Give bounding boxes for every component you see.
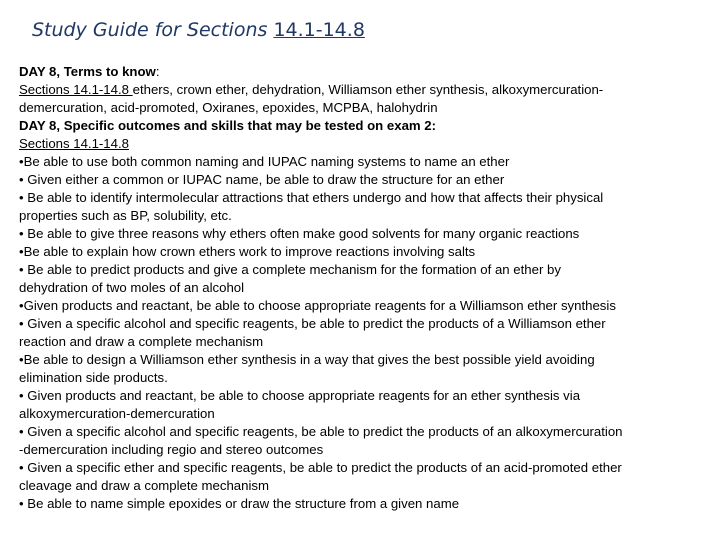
terms-line-1 <box>19 81 709 99</box>
terms-heading-label: DAY 8, Terms to know <box>19 64 156 79</box>
outcomes-sections-link[interactable]: Sections 14.1-14.8 <box>19 136 129 151</box>
outcome-line: • Given a specific alcohol and specific reagents, be able to predict the products of a Williamson ether <box>19 316 606 331</box>
outcomes-sections-line <box>19 135 709 153</box>
study-guide-content <box>19 63 709 513</box>
outcome-line: •Be able to use both common naming and IUPAC naming systems to name an ether <box>19 154 510 169</box>
outcome-line: •Be able to explain how crown ethers work to improve reactions involving salts <box>19 244 476 259</box>
terms-heading-colon: : <box>155 64 160 79</box>
outcome-line: -demercuration including regio and stereo outcomes <box>19 442 324 457</box>
outcome-line: properties such as BP, solubility, etc. <box>19 208 232 223</box>
outcome-line: • Be able to identify intermolecular attractions that ethers undergo and how that affects their physical <box>19 190 604 205</box>
outcome-line: alkoxymercuration-demercuration <box>19 406 215 421</box>
title-section-range: 14.1-14.8 <box>273 19 365 41</box>
terms-line-2: demercuration, acid-promoted, Oxiranes, epoxides, MCPBA, halohydrin <box>19 100 438 115</box>
title-prefix: Study Guide for Sections <box>32 19 274 41</box>
outcome-line: • Be able to give three reasons why ethers often make good solvents for many organic reactions <box>19 226 580 241</box>
outcome-line: •Given products and reactant, be able to choose appropriate reagents for a Williamson ether synthesis <box>19 298 616 313</box>
outcome-line: cleavage and draw a complete mechanism <box>19 478 269 493</box>
terms-heading <box>19 63 709 81</box>
terms-list-part-1: ethers, crown ether, dehydration, Williamson ether synthesis, alkoxymercuration- <box>132 82 604 97</box>
outcome-line: • Given either a common or IUPAC name, be able to draw the structure for an ether <box>19 172 505 187</box>
outcome-line: reaction and draw a complete mechanism <box>19 334 264 349</box>
outcome-line: •Be able to design a Williamson ether synthesis in a way that gives the best possible yield avoiding <box>19 352 595 367</box>
outcome-line: • Be able to predict products and give a complete mechanism for the formation of an ether by <box>19 262 561 277</box>
outcome-line: • Given products and reactant, be able to choose appropriate reagents for an ether synthesis via <box>19 388 581 403</box>
outcome-line: • Given a specific alcohol and specific reagents, be able to predict the products of an alkoxymercuration <box>19 424 623 439</box>
outcome-line: • Be able to name simple epoxides or draw the structure from a given name <box>19 496 460 511</box>
outcome-line: dehydration of two moles of an alcohol <box>19 280 245 295</box>
page-title <box>32 19 365 41</box>
outcomes-heading: DAY 8, Specific outcomes and skills that may be tested on exam 2: <box>19 118 437 133</box>
terms-sections-link[interactable]: Sections 14.1-14.8 <box>19 82 133 97</box>
outcome-line: elimination side products. <box>19 370 168 385</box>
outcome-line: • Given a specific ether and specific reagents, be able to predict the products of an acid-promoted ether <box>19 460 622 475</box>
